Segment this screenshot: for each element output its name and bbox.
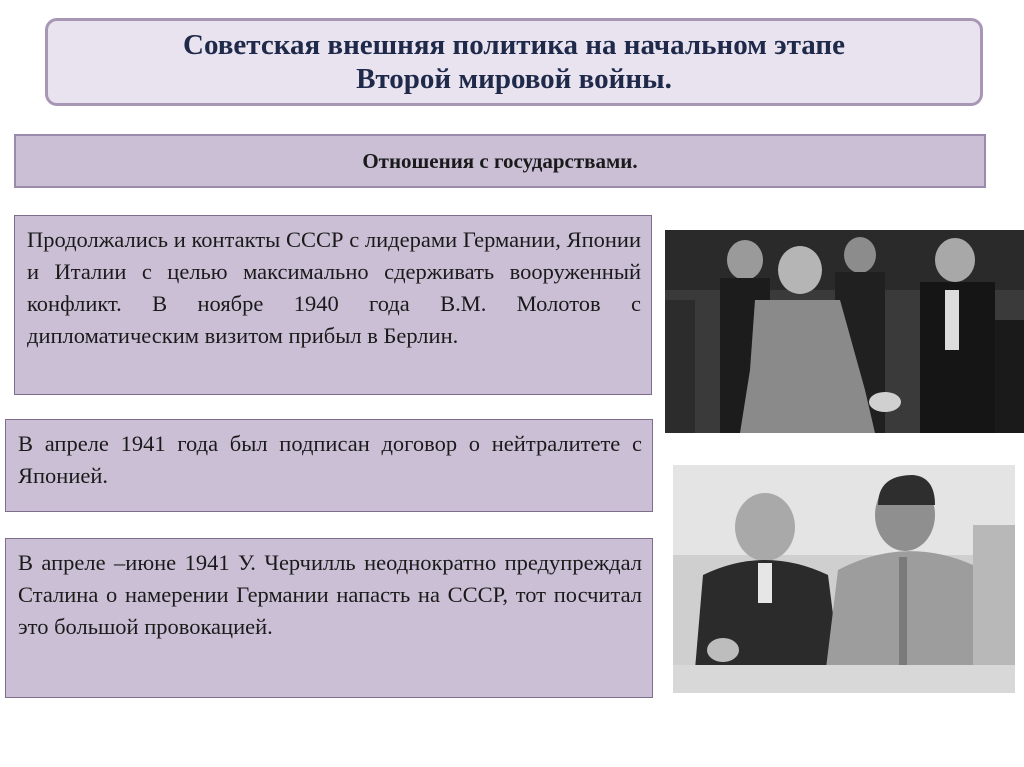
slide-title [45,18,983,106]
paragraph-churchill-warning: В апреле –июне 1941 У. Черчилль неоднократно предупреждал Сталина о намерении Германии напасть на СССР, тот посчитал это большой провокацией. [5,538,653,698]
section-subtitle [14,134,986,188]
photo-molotov-berlin [665,230,1024,433]
paragraph-japan-pact: В апреле 1941 года был подписан договор о нейтралитете с Японией. [5,419,653,512]
slide-title-line-2: Второй мировой войны. [356,63,672,95]
photo-churchill-stalin [673,465,1015,693]
paragraph-molotov-berlin: Продолжались и контакты СССР с лидерами Германии, Японии и Италии с целью максимально сдерживать вооруженный конфликт. В ноябре 1940 года В.М. Молотов с дипломатическим визитом прибыл в Берлин. [14,215,652,395]
section-subtitle-text: Отношения с государствами. [362,148,638,173]
slide-title-line-1: Советская внешняя политика на начальном этапе [183,29,845,61]
